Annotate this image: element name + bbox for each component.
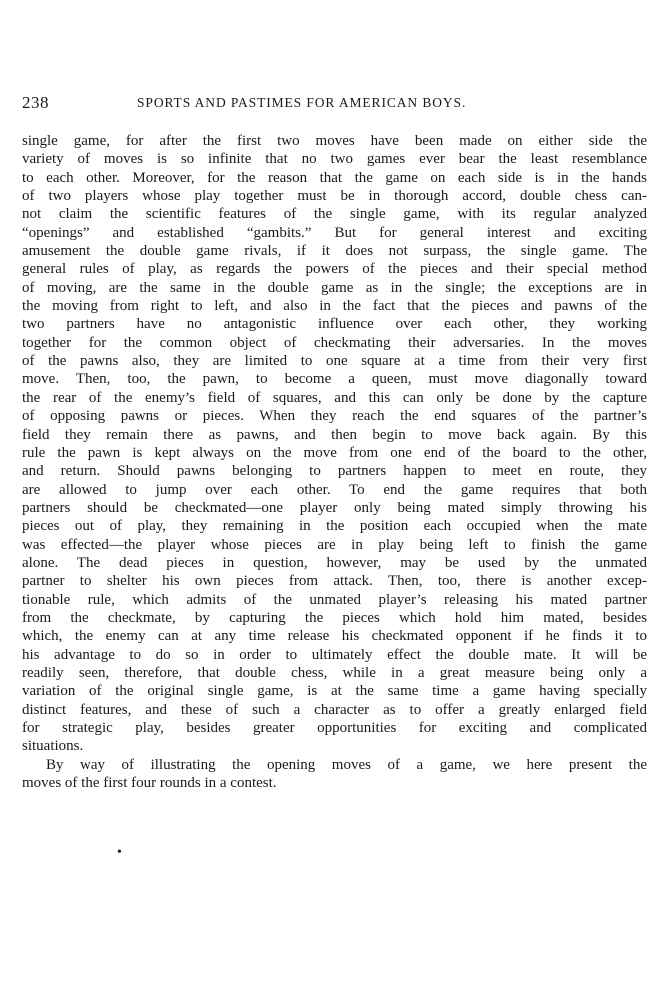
- text-line: which, the enemy can at any time release his checkmated opponent if he finds it to: [22, 628, 647, 645]
- body-text: [22, 132, 647, 792]
- running-head: SPORTS AND PASTIMES FOR AMERICAN BOYS.: [137, 95, 467, 110]
- text-line: situations.: [22, 738, 84, 755]
- text-line: the moving from right to left, and also in the fact that the pieces and pawns of the: [22, 298, 647, 315]
- text-line: tionable rule, which admits of the unmated player’s releasing his mated partner: [22, 591, 647, 608]
- text-line: variety of moves is so infinite that no two games ever bear the least resemblance: [22, 151, 647, 168]
- text-line: the rear of the enemy’s field of squares, and this can only be done by the capture: [22, 389, 647, 406]
- text-line: distinct features, and these of such a character as to offer a greatly enlarged field: [22, 701, 647, 718]
- text-line: moves of the first four rounds in a contest.: [22, 775, 277, 792]
- text-line: partners should be checkmated—one player only being mated simply throwing his: [22, 499, 647, 516]
- text-line: field they remain there as pawns, and then begin to move back again. By this: [22, 426, 647, 443]
- text-line: of opposing pawns or pieces. When they reach the end squares of the partner’s: [22, 408, 647, 425]
- page-header: [22, 93, 647, 113]
- page-mark: •: [117, 845, 122, 860]
- text-line: two partners have no antagonistic influence over each other, they working: [22, 316, 647, 333]
- text-line: for strategic play, besides greater opportunities for exciting and complicated: [22, 720, 647, 736]
- text-line: of moving, are the same in the double game as in the single; the exceptions are in: [22, 279, 647, 296]
- text-line: not claim the scientific features of the single game, with its regular analyzed: [22, 206, 647, 223]
- text-line: to each other. Moreover, for the reason that the game on each side is in the hands: [22, 169, 647, 186]
- text-line: together for the common object of checkmating their adversaries. In the moves: [22, 334, 647, 351]
- text-line: single game, for after the first two moves have been made on either side the: [22, 133, 647, 149]
- text-line: and return. Should pawns belonging to partners happen to meet en route, they: [22, 463, 647, 480]
- text-line: his advantage to do so in order to ultimately effect the double mate. It will be: [22, 646, 647, 663]
- text-line: rule the pawn is kept always on the move from one end of the board to the other,: [22, 444, 647, 461]
- text-line: “openings” and established “gambits.” But for general interest and exciting: [22, 224, 647, 241]
- text-line: are allowed to jump over each other. To end the game requires that both: [22, 481, 647, 498]
- text-line: pieces out of play, they remaining in the position each occupied when the mate: [22, 518, 647, 535]
- text-line: alone. The dead pieces in question, however, may be used by the unmated: [22, 554, 647, 571]
- text-line: of two players whose play together must be in thorough accord, double chess can-: [22, 188, 647, 205]
- text-line: move. Then, too, the pawn, to become a queen, must move diagonally toward: [22, 371, 647, 388]
- text-line: readily seen, therefore, that double chess, while in a great measure being only a: [22, 664, 647, 681]
- text-line: variation of the original single game, is at the same time a game having specially: [22, 683, 647, 700]
- text-line: partner to shelter his own pieces from attack. Then, too, there is another excep-: [22, 573, 647, 590]
- text-line: general rules of play, as regards the powers of the pieces and their special method: [22, 261, 647, 278]
- text-line: was effected—the player whose pieces are in play being left to finish the game: [22, 536, 647, 553]
- text-line: of the pawns also, they are limited to one square at a time from their very first: [22, 353, 647, 370]
- text-line: By way of illustrating the opening moves of a game, we here present the: [46, 756, 647, 773]
- text-line: from the checkmate, by capturing the pieces which hold him mated, besides: [22, 609, 647, 626]
- text-line: amusement the double game rivals, if it does not surpass, the single game. The: [22, 243, 647, 260]
- page-number: 238: [22, 93, 49, 112]
